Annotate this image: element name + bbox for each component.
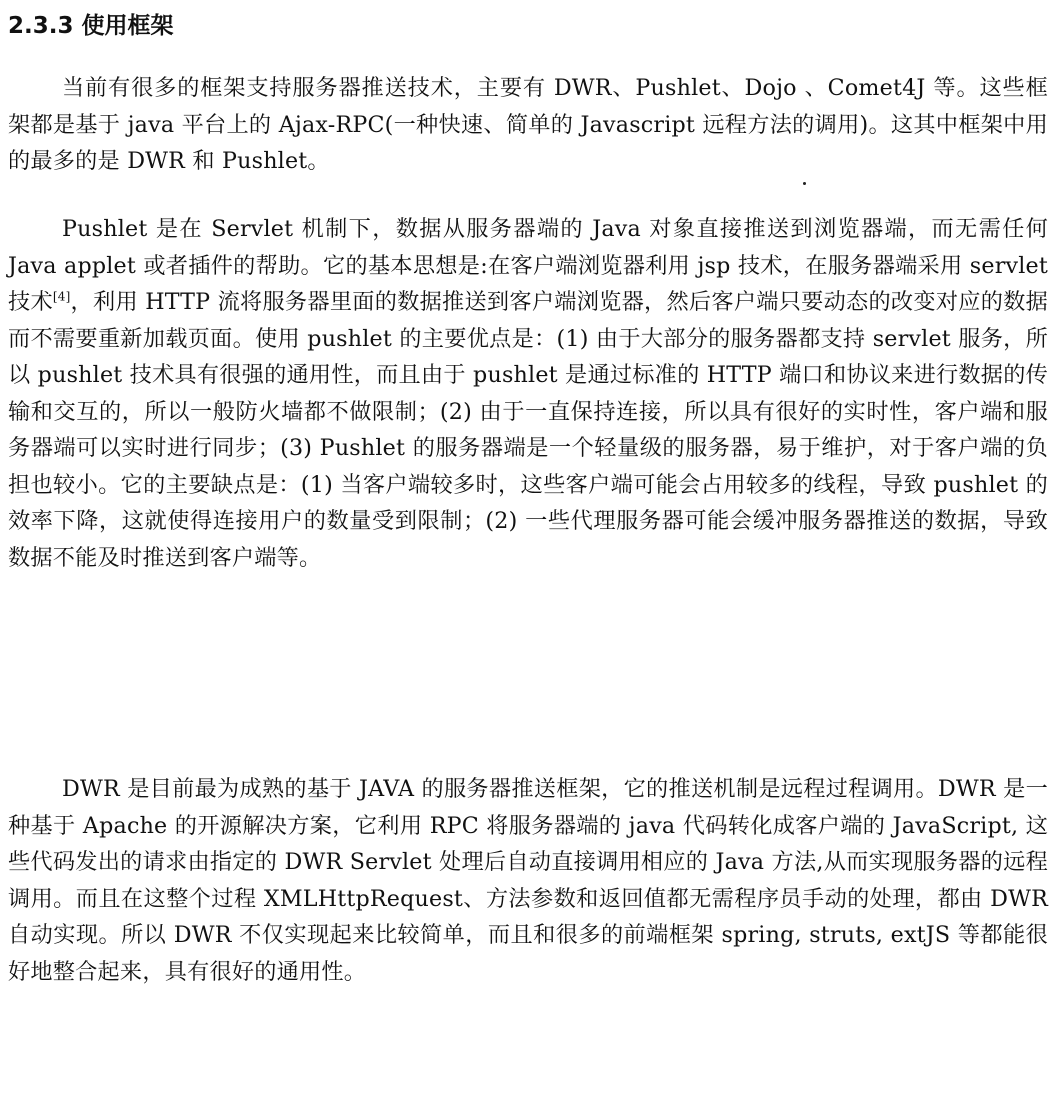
paragraph-dwr: DWR 是目前最为成熟的基于 JAVA 的服务器推送框架，它的推送机制是远程过程调用。DWR 是一种基于 Apache 的开源解决方案，它利用 RPC 将服务器端的 java 代码转化成客户端的 JavaScript, 这些代码发出的请求由指定的 DWR Servlet 处理后自动直接调用相应的 Java 方法,从而实现服务器的远程调用。而且在这整个过程 XMLHttpRequest、方法参数和返回值都无需程序员手动的处理，都由 DWR 自动实现。所以 DWR 不仅实现起来比较简单，而且和很多的前端框架 spring, struts, extJS 等都能很好地整合起来，具有很好的通用性。 bbox=[8, 776, 1048, 985]
paragraph-pushlet bbox=[8, 211, 1048, 576]
pushlet-text-part-1: Pushlet 是在 Servlet 机制下，数据从服务器端的 Java 对象直接推送到浏览器端，而无需任何 Java applet 或者插件的帮助。它的基本思想是:在客户端浏览器利用 jsp 技术，在服务器端采用 servlet 技术 bbox=[8, 216, 1048, 315]
paragraph-frameworks-intro: 当前有很多的框架支持服务器推送技术，主要有 DWR、Pushlet、Dojo 、Comet4J 等。这些框架都是基于 java 平台上的 Ajax-RPC(一种快速、简单的 Javascript 远程方法的调用)。这其中框架中用的最多的是 DWR 和 Pushlet。 bbox=[8, 75, 1048, 174]
scan-speck bbox=[803, 182, 806, 185]
citation-reference: [4] bbox=[52, 289, 71, 304]
section-heading: 2.3.3 使用框架 bbox=[8, 13, 174, 39]
pushlet-text-part-2: ，利用 HTTP 流将服务器里面的数据推送到客户端浏览器，然后客户端只要动态的改变对应的数据而不需要重新加载页面。使用 pushlet 的主要优点是：(1) 由于大部分的服务器都支持 servlet 服务，所以 pushlet 技术具有很强的通用性，而且由于 pushlet 是通过标准的 HTTP 端口和协议来进行数据的传输和交互的，所以一般防火墙都不做限制；(2) 由于一直保持连接，所以具有很好的实时性，客户端和服务器端可以实时进行同步；(3) Pushlet 的服务器端是一个轻量级的服务器，易于维护，对于客户端的负担也较小。它的主要缺点是：(1) 当客户端较多时，这些客户端可能会占用较多的线程，导致 pushlet 的效率下降，这就使得连接用户的数量受到限制；(2) 一些代理服务器可能会缓冲服务器推送的数据，导致数据不能及时推送到客户端等。 bbox=[8, 289, 1048, 571]
